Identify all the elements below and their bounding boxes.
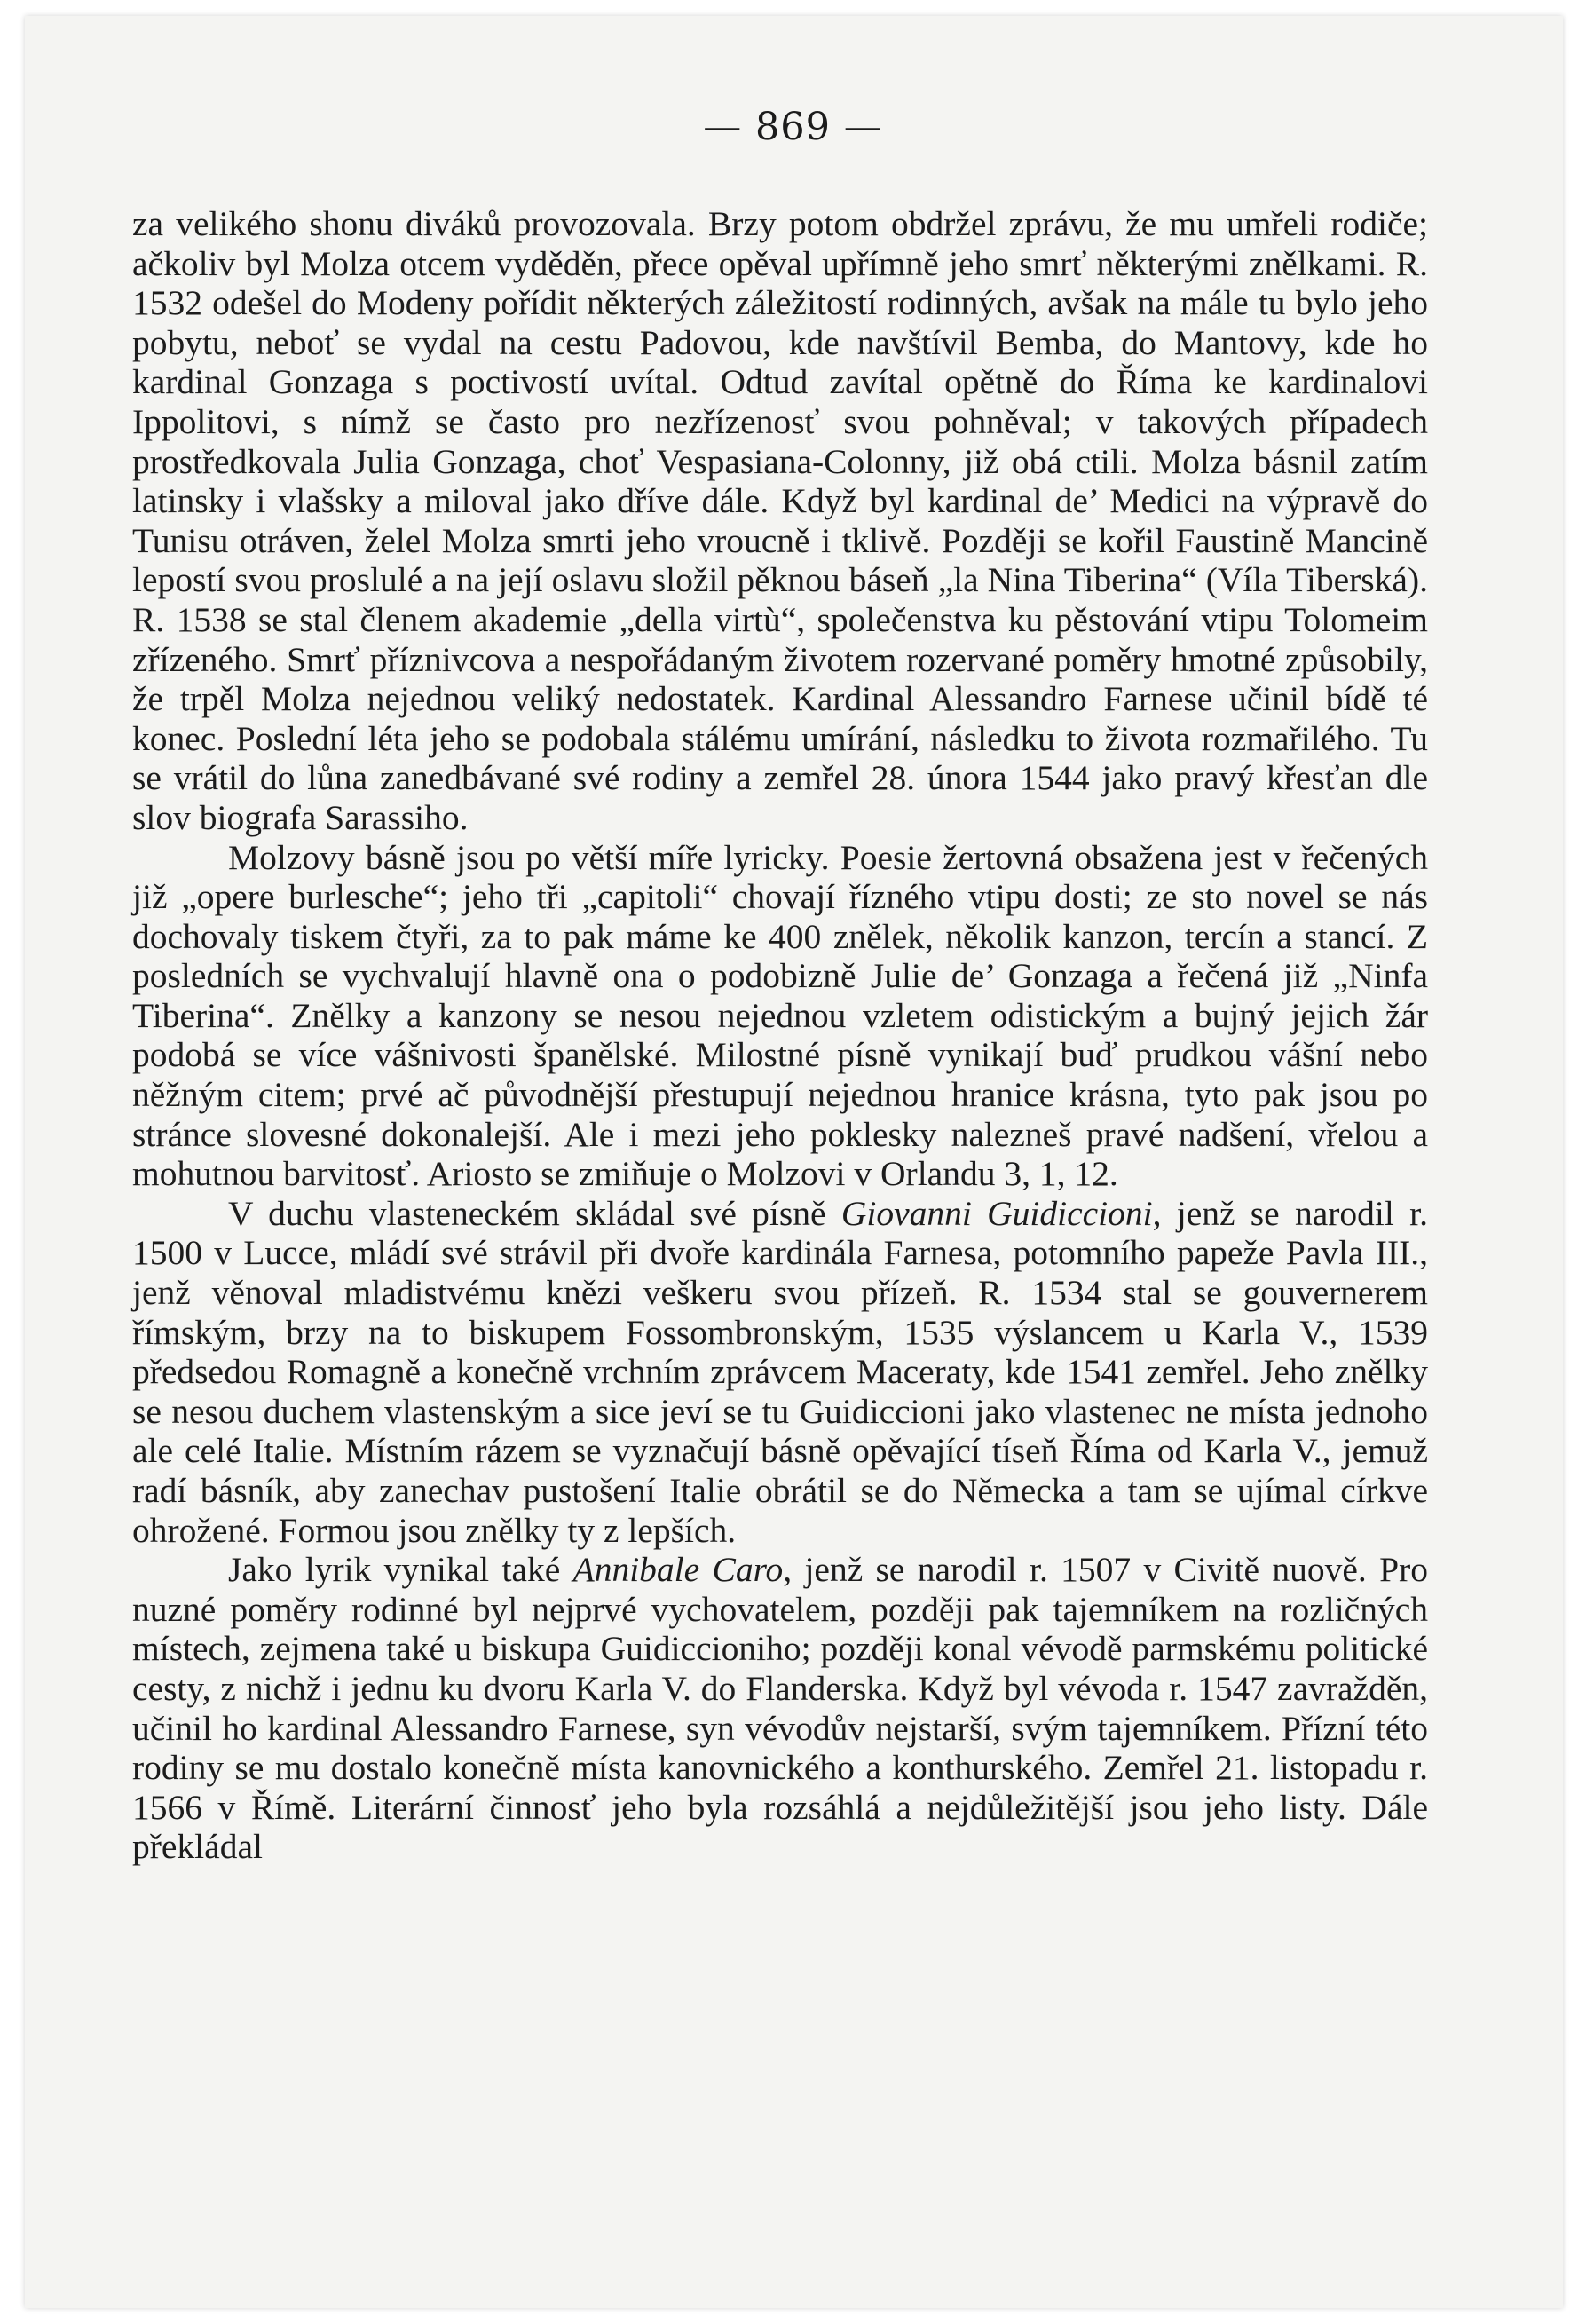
author-name-italic: Annibale Caro [572,1550,784,1590]
text-run: , jenž se narodil r. 1500 v Lucce, mládí své strávil při dvoře kardinála Farnesa, potomního papeže Pavla III., jenž věnoval mladistvému knězi veškeru svou přízeň. R. 1534 stal se gouvernerem římským, brzy na to biskupem Fossombronským, 1535 výslancem u Karla V., 1539 předsedou Romagně a konečně vrchním zprávcem Maceraty, kde 1541 zemřel. Jeho znělky se nesou duchem vlastenským a sice jeví se tu Guidiccioni jako vlastenec ne místa jednoho ale celé Italie. Místním rázem se vyznačují básně opěvající tíseň Říma od Karla V., jemuž radí básník, aby zanechav pustošení Italie obrátil se do Německa a tam se ujímal církve ohrožené. Formou jsou znělky ty z lepších. [132,1193,1428,1550]
author-name-italic: Giovanni Guidiccioni [840,1193,1153,1233]
text-run: Jako lyrik vynikal také [228,1550,573,1590]
paragraph [132,1194,1428,1550]
text-run: , jenž se narodil r. 1507 v Civitě nuově. Pro nuzné poměry rodinné byl nejprvé vychovatelem, později pak tajemníkem na rozličných místech, zejmena také u biskupa Guidiccioniho; později konal vévodě parmskému politické cesty, z nichž i jednu ku dvoru Karla V. do Flanderska. Když byl vévoda r. 1547 zavražděn, učinil ho kardinal Alessandro Farnese, syn vévodův nejstarší, svým tajemníkem. Přízní této rodiny se mu dostalo konečně místa kanovnického a konthurského. Zemřel 21. listopadu r. 1566 v Římě. Literární činnosť jeho byla rozsáhlá a nejdůležitější jsou jeho listy. Dále překládal [132,1550,1428,1867]
paragraph [132,1550,1428,1867]
text-run: V duchu vlasteneckém skládal své písně [228,1193,841,1233]
text-run: za velikého shonu diváků provozovala. Brzy potom obdržel zprávu, že mu umřeli rodiče; ačkoliv byl Molza otcem vyděděn, přece opěval upřímně jeho smrť některými znělkami. R. 1532 odešel do Modeny pořídit některých záležitostí rodinných, avšak na mále tu bylo jeho pobytu, neboť se vydal na cestu Padovou, kde navštívil Bemba, do Mantovy, kde ho kardinal Gonzaga s poctivostí uvítal. Odtud zavítal opětně do Říma ke kardinalovi Ippolitovi, s nímž se často pro nezřízenosť svou pohněval; v takových případech prostředkovala Julia Gonzaga, choť Vespasiana-Colonny, již obá ctili. Molza básnil zatím latinsky i vlašsky a miloval jako dříve dále. Když byl kardinal de’ Medici na výpravě do Tunisu otráven, želel Molza smrti jeho vroucně i tklivě. Později se kořil Faustině Mancině lepostí svou proslulé a na její oslavu složil pěknou báseň „la Nina Tiberina“ (Víla Tiberská). R. 1538 se stal členem akademie „della virtù“, společenstva ku pěstování vtipu Tolomeim zřízeného. Smrť příznivcova a nespořádaným životem rozervané poměry hmotné způsobily, že trpěl Molza nejednou veliký nedostatek. Kardinal Alessandro Farnese učinil bídě té konec. Poslední léta jeho se podobala stálému umírání, následku to života rozmařilého. Tu se vrátil do lůna zanedbávané své rodiny a zemřel 28. února 1544 jako pravý křesťan dle slov biografa Sarassiho. [132,204,1428,837]
text-run: Molzovy básně jsou po větší míře lyricky. Poesie žertovná obsažena jest v řečených již „opere burlesche“; jeho tři „capitoli“ chovají řízného vtipu dosti; ze sto novel se nás dochovaly tiskem čtyři, za to pak máme ke 400 znělek, několik kanzon, tercín a stancí. Z posledních se vychvalují hlavně ona o podobizně Julie de’ Gonzaga a řečená již „Ninfa Tiberina“. Znělky a kanzony se nesou nejednou vzletem odistickým a bujný jejich žár podobá se více vášnivosti španělské. Milostné písně vynikají buď prudkou vášní nebo něžným citem; prvé ač původnější přestupují nejednou hranice krásna, tyto pak jsou po stránce slovesné dokonalejší. Ale i mezi jeho poklesky nalezneš pravé nadšení, vřelou a mohutnou barvitosť. Ariosto se zmiňuje o Molzovi v Orlandu 3, 1, 12. [132,837,1428,1194]
body-text [132,204,1428,1867]
paragraph [132,838,1428,1194]
paragraph [132,204,1428,838]
page-number: — 869 — [703,105,883,149]
